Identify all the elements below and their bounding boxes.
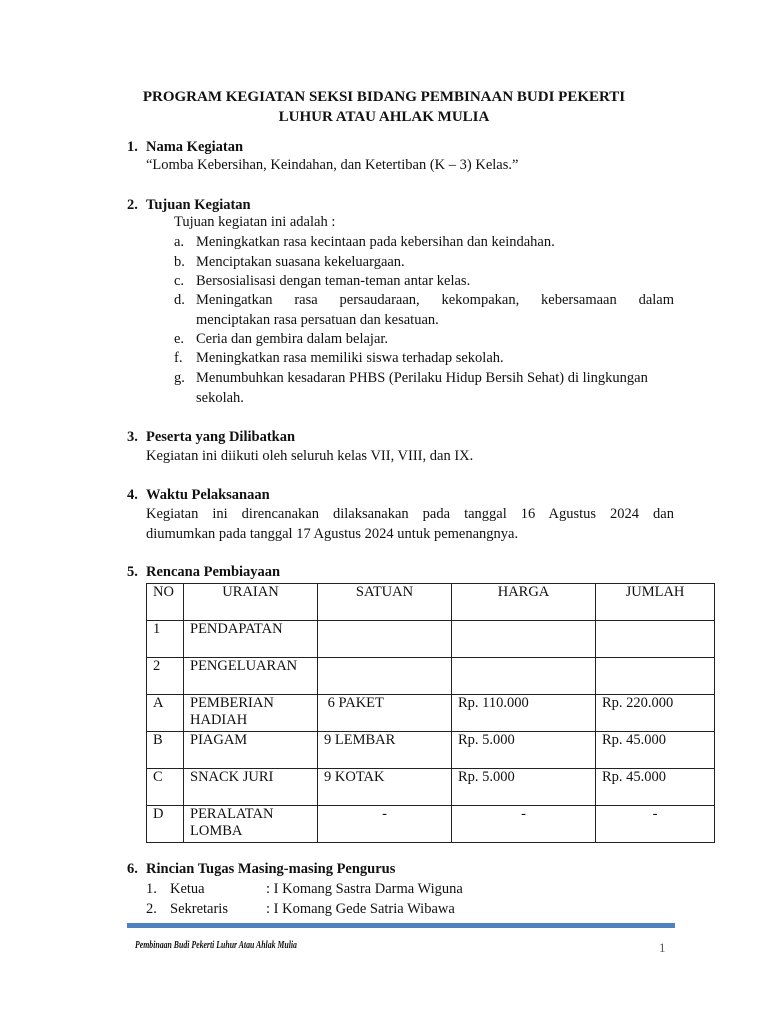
column-header: NO	[147, 584, 184, 621]
table-cell: -	[318, 806, 452, 843]
table-cell: Rp. 45.000	[596, 732, 715, 769]
section-title: Nama Kegiatan	[146, 139, 244, 155]
table-row	[147, 621, 715, 658]
table-cell: B	[147, 732, 184, 769]
list-item	[174, 291, 674, 330]
table-cell: Rp. 45.000	[596, 769, 715, 806]
table-cell: PENDAPATAN	[184, 621, 318, 658]
list-marker: f.	[174, 350, 183, 366]
table-cell: 2	[147, 658, 184, 695]
title-line-2: LUHUR ATAU AHLAK MULIA	[278, 109, 490, 125]
section-title: Waktu Pelaksanaan	[146, 487, 270, 503]
table-cell: 1	[147, 621, 184, 658]
table-cell: Rp. 5.000	[452, 732, 596, 769]
list-text: Menumbuhkan kesadaran PHBS (Perilaku Hidup Bersih Sehat) di lingkungan	[196, 370, 648, 386]
staff-number: 2.	[146, 901, 157, 917]
section-number: 5.	[127, 564, 138, 580]
list-text: Ceria dan gembira dalam belajar.	[196, 331, 389, 347]
list-item	[174, 349, 674, 369]
column-header: HARGA	[452, 584, 596, 621]
page-number: 1	[659, 940, 666, 955]
list-item	[174, 233, 674, 253]
list-text: Meningkatkan rasa memiliki siswa terhadap sekolah.	[196, 350, 504, 366]
staff-number: 1.	[146, 881, 157, 897]
list-text-continued: sekolah.	[196, 389, 244, 406]
section-number: 3.	[127, 429, 138, 445]
table-cell	[596, 621, 715, 658]
staff-name: : I Komang Sastra Darma Wiguna	[266, 881, 463, 897]
list-item	[174, 369, 674, 408]
section-3-body: Kegiatan ini diikuti oleh seluruh kelas VII, VIII, dan IX.	[146, 448, 474, 464]
staff-role: Sekretaris	[170, 901, 228, 917]
section-title: Peserta yang Dilibatkan	[146, 429, 296, 445]
section-4-body	[146, 504, 674, 544]
section-number: 6.	[127, 861, 138, 877]
table-cell: SNACK JURI	[184, 769, 318, 806]
section-title: Rencana Pembiayaan	[146, 564, 281, 580]
section-1-body: “Lomba Kebersihan, Keindahan, dan Ketertiban (K – 3) Kelas.”	[146, 157, 519, 173]
section-title: Tujuan Kegiatan	[146, 197, 251, 213]
table-row	[147, 732, 715, 769]
list-text: Meningatkan rasa persaudaraan, kekompakan, kebersamaan dalam	[196, 292, 674, 308]
table-row	[147, 695, 715, 732]
table-cell: A	[147, 695, 184, 732]
table-row	[147, 769, 715, 806]
table-cell	[318, 621, 452, 658]
table-cell: PEMBERIAN HADIAH	[184, 695, 318, 732]
column-header: JUMLAH	[596, 584, 715, 621]
section-title: Rincian Tugas Masing-masing Pengurus	[146, 861, 396, 877]
table-header-row	[147, 584, 715, 621]
title-line-1: PROGRAM KEGIATAN SEKSI BIDANG PEMBINAAN BUDI PEKERTI	[142, 89, 626, 105]
table-cell	[318, 658, 452, 695]
table-cell	[596, 658, 715, 695]
table-cell: 6 PAKET	[318, 695, 452, 732]
staff-role: Ketua	[170, 881, 205, 897]
list-item	[174, 330, 674, 350]
list-item	[174, 253, 674, 273]
table-cell: C	[147, 769, 184, 806]
table-cell	[452, 658, 596, 695]
table-cell: D	[147, 806, 184, 843]
table-row	[147, 658, 715, 695]
table-cell: Rp. 220.000	[596, 695, 715, 732]
list-marker: c.	[174, 273, 185, 289]
list-text: Meningkatkan rasa kecintaan pada kebersihan dan keindahan.	[196, 234, 555, 250]
list-text-continued: menciptakan rasa persatuan dan kesatuan.	[196, 311, 439, 328]
list-text: Bersosialisasi dengan teman-teman antar kelas.	[196, 273, 471, 289]
table-cell	[452, 621, 596, 658]
list-marker: g.	[174, 370, 185, 386]
document-title	[80, 87, 688, 127]
table-cell: -	[452, 806, 596, 843]
section-number: 2.	[127, 197, 138, 213]
section-number: 4.	[127, 487, 138, 503]
section-2-intro: Tujuan kegiatan ini adalah :	[174, 214, 336, 230]
list-marker: b.	[174, 254, 185, 270]
table-cell: 9 KOTAK	[318, 769, 452, 806]
paragraph-line: Kegiatan ini direncanakan dilaksanakan pada tanggal 16 Agustus 2024 dan	[146, 506, 674, 522]
list-marker: d.	[174, 292, 185, 308]
table-cell: PIAGAM	[184, 732, 318, 769]
table-cell: Rp. 110.000	[452, 695, 596, 732]
list-text: Menciptakan suasana kekeluargaan.	[196, 254, 405, 270]
column-header: URAIAN	[184, 584, 318, 621]
table-cell: PENGELUARAN	[184, 658, 318, 695]
budget-table	[146, 583, 715, 843]
table-cell: -	[596, 806, 715, 843]
table-cell: PERALATAN LOMBA	[184, 806, 318, 843]
column-header: SATUAN	[318, 584, 452, 621]
list-marker: a.	[174, 234, 185, 250]
section-number: 1.	[127, 139, 138, 155]
footer-divider	[127, 923, 675, 928]
paragraph-line: diumumkan pada tanggal 17 Agustus 2024 untuk pemenangnya.	[146, 526, 519, 542]
list-marker: e.	[174, 331, 185, 347]
table-cell: Rp. 5.000	[452, 769, 596, 806]
list-item	[174, 272, 674, 292]
staff-name: : I Komang Gede Satria Wibawa	[266, 901, 455, 917]
table-cell: 9 LEMBAR	[318, 732, 452, 769]
footer-text: Pembinaan Budi Pekerti Luhur Atau Ahlak Mulia	[135, 940, 297, 951]
table-row	[147, 806, 715, 843]
